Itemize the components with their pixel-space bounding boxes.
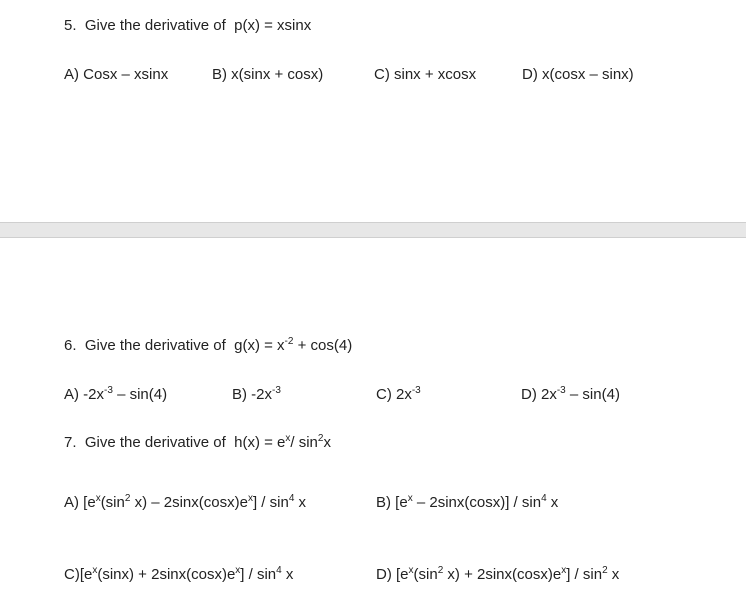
question-function: p(x) = xsinx (234, 17, 312, 34)
q6-option-b: B) $-2x^{-3}$ (232, 385, 281, 403)
question-prompt: Give the derivative of (84, 17, 226, 34)
question-prompt: Give the derivative of (84, 337, 226, 354)
q6-option-a: A) $-2x^{-3} - \sin(4)$ (64, 385, 168, 403)
question-function: $g(x) = x^{-2} + \cos(4)$ (234, 336, 353, 354)
question-number: 6. (64, 337, 77, 354)
q5-option-a: A) Cosx – xsinx (64, 66, 169, 83)
question-7 (64, 434, 331, 452)
q7-option-d: D) [$e^x(\sin^2$ $x) + 2\sin x(\cos x)e^x] / \sin^2 x$ (376, 565, 620, 583)
q6-option-d: D) $2x^{-3} - \sin(4)$ (521, 385, 620, 403)
q5-option-d: D) x(cosx – sinx) (522, 66, 634, 83)
q7-option-b: B) $[e^x - 2\sin x(\cos x)] / \sin^4 x$ (376, 493, 559, 511)
question-function: $h(x) = e^x/$ $\sin^2x$ (234, 433, 331, 451)
question-prompt: Give the derivative of (84, 434, 226, 451)
question-number: 7. (64, 434, 77, 451)
question-number: 5. (64, 17, 77, 34)
page-divider (0, 222, 746, 238)
q5-option-c: C) sinx + xcosx (374, 66, 477, 83)
question-5 (64, 17, 311, 35)
q7-option-c: $C)[e^x(\sin x) + 2\sin x(\cos x)e^x] / \sin^4 x$ (64, 565, 294, 583)
q7-option-a: A) [$e^x(\sin^2$ $x) - 2\sin x(\cos x)e^x] / \sin^4 x$ (64, 493, 307, 511)
question-6 (64, 337, 352, 355)
q5-option-b: B) x(sinx + cosx) (212, 66, 324, 83)
q6-option-c: C) $2x^{-3}$ (376, 385, 421, 403)
